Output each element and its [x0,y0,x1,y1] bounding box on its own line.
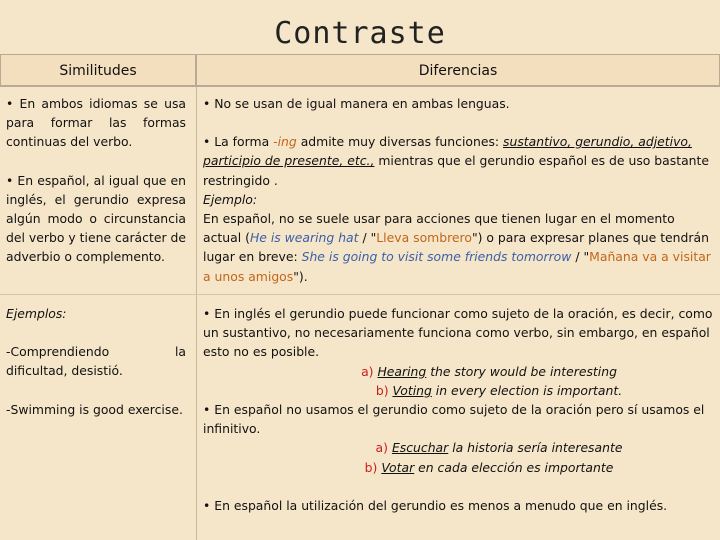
diferencia-6: • En español la utilización del gerundio es menos a menudo que en inglés. [203,497,668,513]
diferencias-cell-top [203,94,715,286]
header-diferencias: Diferencias [196,54,720,87]
example-a-es [203,438,715,457]
example-en-1: He is wearing hat [249,230,359,246]
ing-form: -ing [273,134,297,150]
diferencia-5: • En español no usamos el gerundio como sujeto de la oración pero sí usamos el infinitivo. [203,402,705,437]
label-b: b) [375,382,389,398]
example-a-rest: the story would be interesting [426,363,617,379]
header-similitudes: Similitudes [0,54,196,87]
escuchar-word: Escuchar [391,440,449,456]
funciones-list: sustantivo, gerundio, adjetivo, participio de presente, etc., [203,134,692,169]
label-a: a) [361,363,374,379]
example-es-1: Lleva sombrero [376,230,472,246]
example-en-2: She is going to visit some friends tomorrow [301,249,572,265]
diferencia-2-text-a: • La forma [203,134,274,150]
ejemplo-1-word: -Comprendiendo [6,344,110,360]
diferencia-3-text-c: "). [293,268,308,284]
diferencia-2 [203,132,715,190]
diferencia-1: • No se usan de igual manera en ambas lenguas. [203,96,510,111]
ejemplo-1-rest: dificultad, desistió. [6,363,123,379]
example-es-2: Mañana va a visitar a unos amigos [203,249,711,284]
diferencia-3-text-a: En español, no se suele usar para acciones que tienen lugar en el momento actual ( [203,211,675,246]
example-d-rest: en cada elección es importante [414,459,614,475]
ejemplo-1-article: la [174,344,186,360]
separator-2: / " [571,249,590,265]
slide-title: Contraste [274,16,446,51]
ejemplo-1-line [6,342,186,361]
diferencia-2-text-c: mientras que el gerundio español es de uso bastante restringido . [203,153,709,188]
votar-word: Votar [381,459,415,475]
voting-word: Voting [392,382,432,398]
row-divider [0,294,720,295]
separator-1: / " [358,230,377,246]
label-b-es: b) [364,459,378,475]
example-c-rest: la historia sería interesante [448,440,623,456]
example-b-rest: in every election is important. [431,382,623,398]
column-divider [196,87,197,540]
hearing-word: Hearing [377,363,427,379]
label-a-es: a) [375,440,388,456]
similitudes-cell-top [6,94,186,267]
ejemplo-label: Ejemplo: [203,191,258,207]
diferencia-4: • En inglés el gerundio puede funcionar como sujeto de la oración, es decir, como un sustantivo, no necesariamente funciona como verbo, sin embargo, en español esto no es posible. [203,306,713,360]
ejemplo-2: -Swimming is good exercise. [6,401,183,417]
example-a-en [203,362,715,381]
ejemplos-label: Ejemplos: [6,306,67,321]
example-b-en [203,381,715,400]
diferencias-cell-bottom [203,304,715,515]
example-b-es [203,458,715,477]
diferencia-3 [203,209,715,286]
diferencia-3-text-b: ") o para expresar planes que tendrán lugar en breve: [203,230,709,265]
similitud-2: • En español, al igual que en inglés, el gerundio expresa algún modo o circunstancia del verbo y tiene carácter de adverbio o complemento. [6,172,186,265]
diferencia-2-text-b: admite muy diversas funciones: [296,134,504,150]
similitudes-cell-bottom [6,304,186,419]
similitud-1: • En ambos idiomas se usa para formar las formas continuas del verbo. [6,96,186,150]
